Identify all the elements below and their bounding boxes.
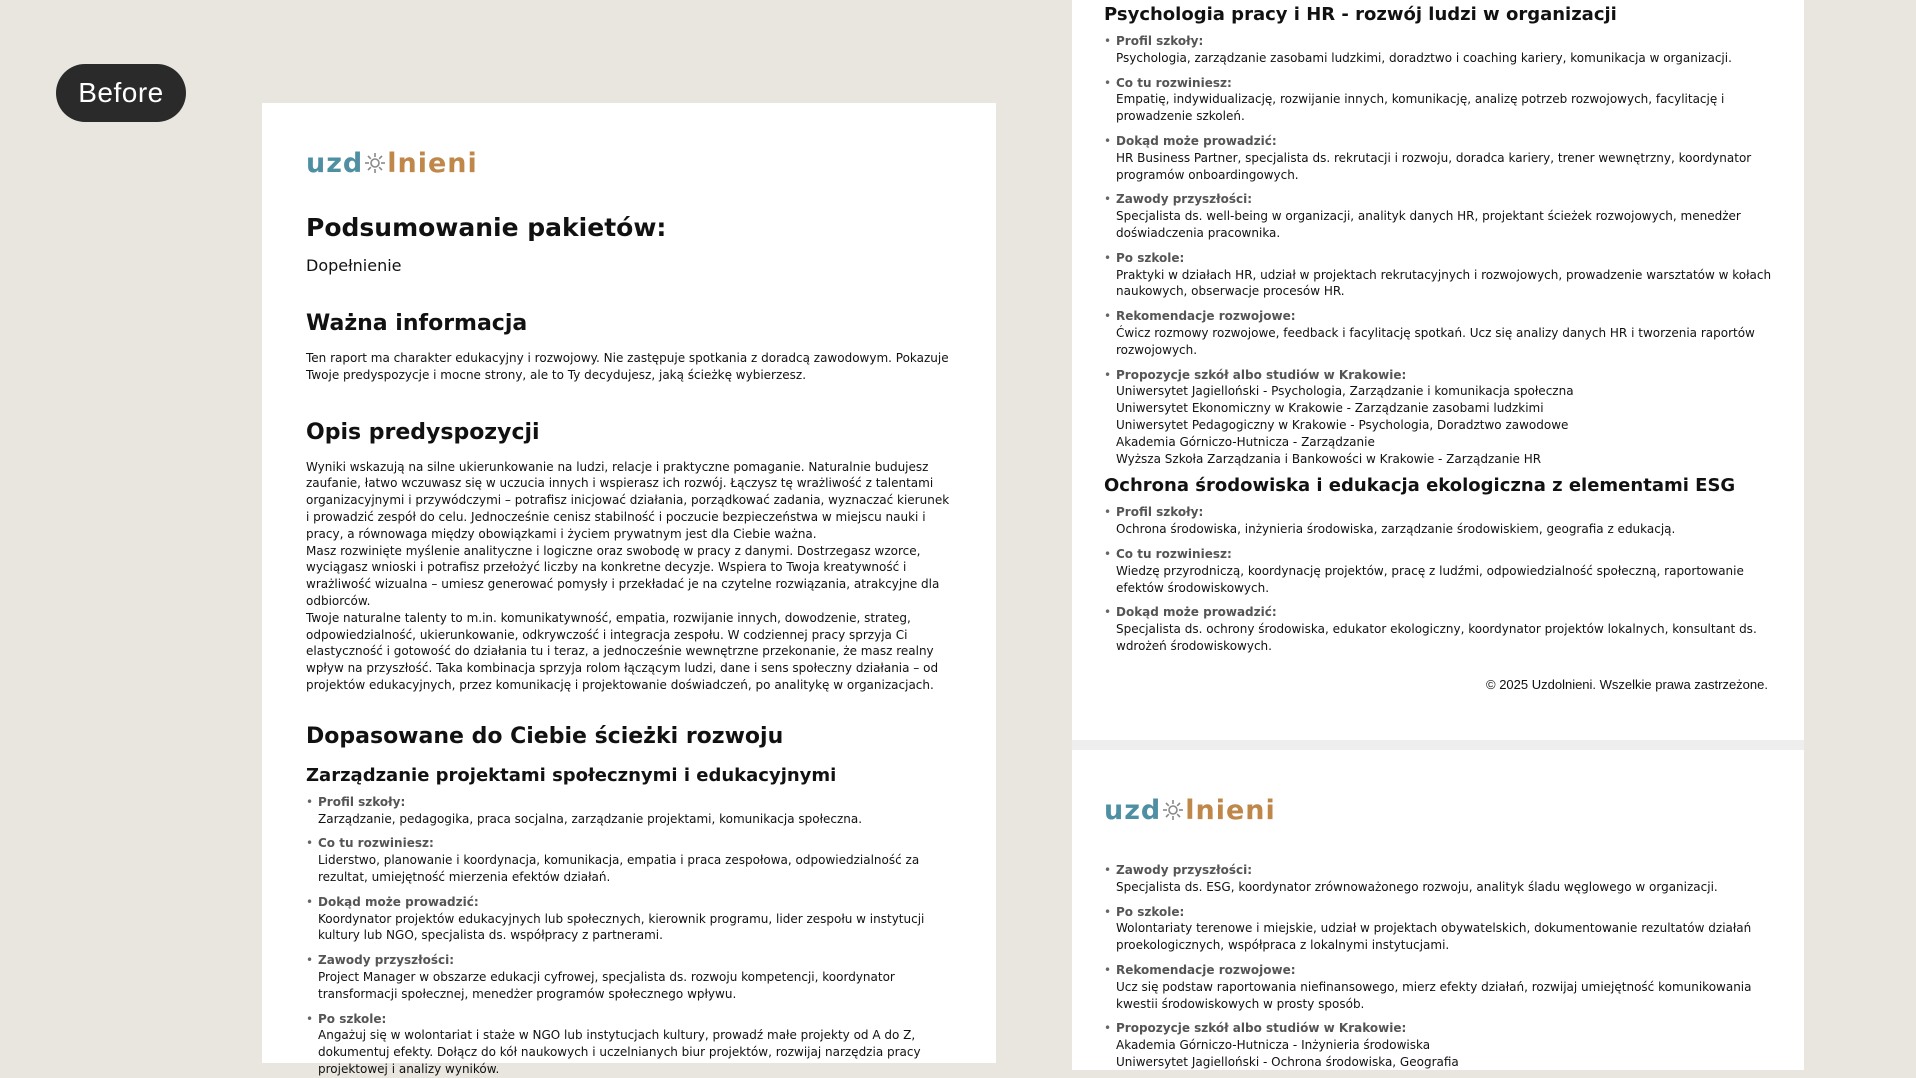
list-item [1104, 546, 1772, 596]
item-label: • Propozycje szkół albo studiów w Krakowie: [1116, 1021, 1407, 1036]
item-value: Akademia Górniczo-Hutnicza - Inżynieria środowiska Uniwersytet Jagielloński - Ochrona środowiska, Geografia [1116, 1038, 1459, 1069]
list-item [1104, 367, 1772, 468]
list-item [1104, 33, 1772, 67]
list-item [1104, 862, 1772, 896]
item-label: • Dokąd może prowadzić: [1116, 605, 1277, 620]
summary-title: Podsumowanie pakietów: [306, 213, 667, 242]
copyright-footer: © 2025 Uzdolnieni. Wszelkie prawa zastrzeżone. [1486, 676, 1768, 692]
sun-logo-icon [364, 152, 386, 174]
item-label: • Dokąd może prowadzić: [1116, 133, 1277, 148]
item-label: • Po szkole: [318, 1011, 387, 1026]
item-label: • Zawody przyszłości: [1116, 863, 1253, 877]
list-item [1104, 962, 1772, 1012]
sun-logo-icon [1162, 799, 1184, 821]
track-3-title: Ochrona środowiska i edukacja ekologiczna z elementami ESG [1104, 475, 1736, 497]
item-value: Ochrona środowiska, inżynieria środowiska, zarządzanie środowiskiem, geografia z edukacją. [1116, 522, 1676, 537]
uzdolnieni-logo [306, 145, 952, 181]
paths-heading: Dopasowane do Ciebie ścieżki rozwoju [306, 723, 784, 749]
item-label: • Co tu rozwiniesz: [1116, 75, 1232, 90]
item-value: Project Manager w obszarze edukacji cyfrowej, specjalista ds. rozwoju kompetencji, koordynator transformacji społecznej, menedżer programów społecznego wpływu. [318, 969, 895, 1001]
item-value: Liderstwo, planowanie i koordynacja, komunikacja, empatia i praca zespołowa, odpowiedzialność za rezultat, umiejętność mierzenia efektów działań. [318, 853, 920, 884]
before-badge: Before [56, 64, 186, 122]
track-1-title: Zarządzanie projektami społecznymi i edukacyjnymi [306, 764, 837, 786]
item-value: Specjalista ds. ESG, koordynator zrównoważonego rozwoju, analityk śladu węglowego w organizacji. [1116, 879, 1718, 894]
item-label: • Rekomendacje rozwojowe: [1116, 962, 1296, 977]
list-item [306, 894, 952, 944]
item-value: Zarządzanie, pedagogika, praca socjalna, zarządzanie projektami, komunikacja społeczna. [318, 811, 863, 826]
item-value: HR Business Partner, specjalista ds. rekrutacji i rozwoju, doradca kariery, trener wewnętrzny, koordynator programów onboardingowych. [1116, 150, 1752, 182]
logo-text-part2: lnieni [1185, 794, 1276, 826]
list-item [306, 794, 952, 828]
item-label: • Profil szkoły: [1116, 505, 1204, 520]
list-item [306, 835, 952, 885]
item-value: Ćwicz rozmowy rozwojowe, feedback i facylitację spotkań. Ucz się analizy danych HR i tworzenia raportów rozwojowych. [1116, 325, 1755, 357]
item-label: • Zawody przyszłości: [1116, 192, 1253, 207]
list-item [1104, 191, 1772, 241]
logo-text-part1: uzd [1104, 794, 1162, 826]
list-item [306, 952, 952, 1002]
logo-text-part2: lnieni [387, 147, 478, 179]
list-item [1104, 604, 1772, 654]
item-value: Specjalista ds. well-being w organizacji, analityk danych HR, projektant ścieżek rozwojowych, menedżer doświadczenia pracownika. [1116, 209, 1741, 240]
track-2-title: Psychologia pracy i HR - rozwój ludzi w organizacji [1104, 4, 1617, 25]
list-item [1104, 504, 1772, 538]
page-divider [1072, 740, 1804, 750]
list-item [1104, 75, 1772, 125]
item-value: Ucz się podstaw raportowania niefinansowego, mierz efekty działań, rozwijaj umiejętność komunikowania kwestii środowiskowych w prosty sposób. [1116, 979, 1752, 1011]
item-value: Wolontariaty terenowe i miejskie, udział w projektach obywatelskich, dokumentowanie rezultatów działań proekologicznych, współpraca z lokalnymi instytucjami. [1116, 921, 1752, 953]
report-page-right-top [1072, 0, 1804, 740]
item-value: Uniwersytet Jagielloński - Psychologia, Zarządzanie i komunikacja społeczna Uniwersytet Ekonomiczny w Krakowie - Zarządzanie zasobami ludzkimi Uniwersytet Pedagogiczny w Krakowie - Psychologia, Doradztwo zawodowe Akademia Górniczo-Hutnicza - Zarządzanie Wyższa Szkoła Zarządzania i Bankowości w Krakowie - Zarządzanie HR [1116, 384, 1574, 466]
list-item [1104, 250, 1772, 300]
logo-text-part1: uzd [306, 147, 364, 179]
description-heading: Opis predyspozycji [306, 419, 540, 445]
list-item [1104, 308, 1772, 358]
item-value: Wiedzę przyrodniczą, koordynację projektów, pracę z ludźmi, odpowiedzialność społeczną, raportowanie efektów środowiskowych. [1116, 563, 1744, 595]
item-label: • Co tu rozwiniesz: [1116, 546, 1232, 561]
list-item [1104, 904, 1772, 954]
important-text: Ten raport ma charakter edukacyjny i rozwojowy. Nie zastępuje spotkania z doradcą zawodowym. Pokazuje Twoje predyspozycje i mocne strony, ale to Ty decydujesz, jaką ścieżkę wybierzesz. [306, 351, 949, 382]
track-3-list [1104, 504, 1772, 654]
uzdolnieni-logo [1104, 792, 1772, 828]
item-value: Angażuj się w wolontariat i staże w NGO lub instytucjach kultury, prowadź małe projekty od A do Z, dokumentuj efekty. Dołącz do kół naukowych i uczelnianych biur projektów, rozwijaj narzędzia pracy projektowej i analizy wyników. [318, 1028, 921, 1076]
item-label: • Profil szkoły: [1116, 34, 1204, 48]
item-value: Koordynator projektów edukacyjnych lub społecznych, kierownik programu, lider zespołu w instytucji kultury lub NGO, specjalista ds. współpracy z partnerami. [318, 911, 925, 943]
item-label: • Po szkole: [1116, 250, 1185, 265]
list-item [1104, 1020, 1772, 1070]
list-item [306, 1011, 952, 1078]
description-text: Wyniki wskazują na silne ukierunkowanie na ludzi, relacje i praktyczne pomaganie. Naturalnie budujesz zaufanie, łatwo wczuwasz się w uczucia innych i wspierasz ich rozwój. Łączysz tę wrażliwość z talentami organizacyjnymi i przywódczymi – potrafisz inicjować działania, porządkować zadania, wyznaczać kierunek i prowadzić zespół do celu. Jednocześnie cenisz stabilność i poczucie bezpieczeństwa w miejscu nauki i pracy, a równowaga między obowiązkami i życiem prywatnym jest dla Ciebie ważna. Masz rozwinięte myślenie analityczne i logiczne oraz swobodę w pracy z danymi. Dostrzegasz wzorce, wyciągasz wnioski i potrafisz przełożyć liczby na konkretne decyzje. Wspiera to Twoja kreatywność i wrażliwość wizualna – umiesz generować pomysły i przekładać je na czytelne rozwiązania, atrakcyjne dla odbiorców. Twoje naturalne talenty to m.in. komunikatywność, empatia, rozwijanie innych, dowodzenie, strateg, odpowiedzialność, ukierunkowanie, odkrywczość i integracja zespołu. W codziennej pracy sprzyja Ci elastyczność i gotowość do działania tu i teraz, a jednocześnie wewnętrzne przekonanie, że masz realny wpływ na przyszłość. Taka kombinacja sprzyja rolom łączącym ludzi, dane i sens społeczny działania – od projektów edukacyjnych, przez komunikację i projektowanie doświadczeń, po analitykę w organizacjach. [306, 459, 950, 692]
report-page-left [262, 103, 996, 1076]
item-value: Specjalista ds. ochrony środowiska, edukator ekologiczny, koordynator projektów lokalnych, konsultant ds. wdrożeń środowiskowych. [1116, 622, 1757, 653]
item-label: • Zawody przyszłości: [318, 953, 455, 968]
item-label: • Profil szkoły: [318, 794, 406, 809]
track-3-list-continued [1104, 862, 1772, 1071]
summary-subtitle: Dopełnienie [306, 256, 402, 275]
important-heading: Ważna informacja [306, 311, 528, 336]
item-value: Psychologia, zarządzanie zasobami ludzkimi, doradztwo i coaching kariery, komunikacja w organizacji. [1116, 50, 1732, 65]
track-2-list [1104, 33, 1772, 467]
item-value: Praktyki w działach HR, udział w projektach rekrutacyjnych i rozwojowych, prowadzenie warsztatów w kołach naukowych, obserwacje procesów HR. [1116, 267, 1772, 299]
item-label: • Dokąd może prowadzić: [318, 894, 479, 909]
list-item [1104, 133, 1772, 183]
item-label: • Rekomendacje rozwojowe: [1116, 309, 1296, 324]
report-page-right-bottom [1072, 750, 1804, 1070]
item-label: • Propozycje szkół albo studiów w Krakowie: [1116, 367, 1407, 382]
item-value: Empatię, indywidualizację, rozwijanie innych, komunikację, analizę potrzeb rozwojowych, facylitację i prowadzenie szkoleń. [1116, 92, 1725, 124]
item-label: • Po szkole: [1116, 904, 1185, 919]
item-label: • Co tu rozwiniesz: [318, 836, 434, 851]
track-1-list [306, 794, 952, 1078]
